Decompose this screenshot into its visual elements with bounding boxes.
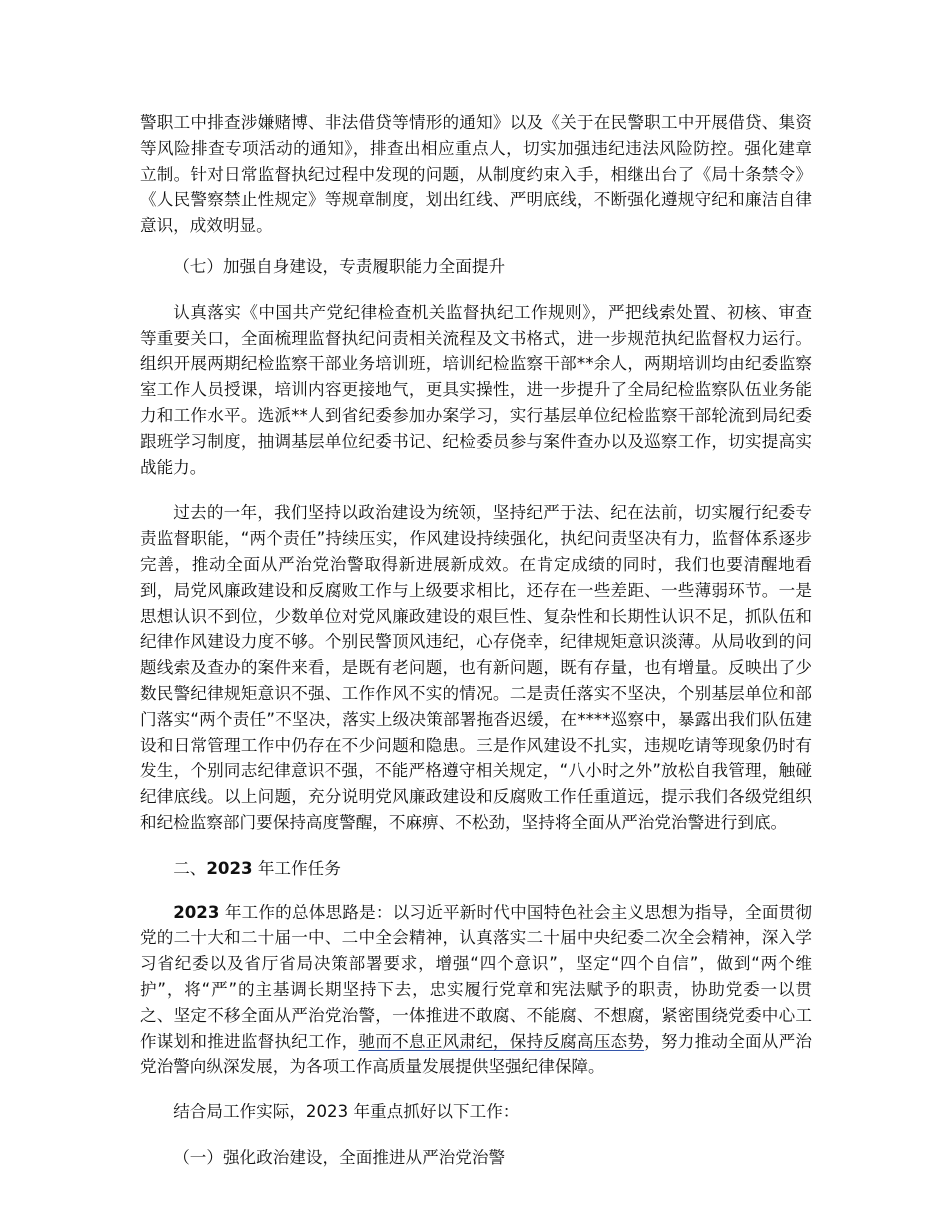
heading-suffix: 年工作任务 [257,858,341,878]
heading-prefix: 二、 [173,858,207,878]
document-body [140,110,812,1171]
paragraph-2023-overall-approach [140,900,812,1081]
paragraph-key-work: 结合局工作实际，2023 年重点抓好以下工作： [173,1102,520,1122]
section-heading-1: （一）强化政治建设，全面推进从严治党治警 [173,1147,506,1167]
para-main-text: 年工作的总体思路是：以习近平新时代中国特色社会主义思想为指导，全面贯彻党的二十大和二十届一中、二中全会精神，认真落实二十届中央纪委二次全会精神，深入学习省纪委以及省厅省局决策部署要求，增强“四个意识”，坚定“四个自信”，做到“两个维护”，将“严”的主基调长期坚持下去，忠实履行党章和宪法赋予的职责，协助党委一以贯之、坚定不移全面从严治党治警，一体推进不敢腐、不能腐、不想腐，紧密围绕党委中心工作谋划和推进监督执纪工作， [140,902,812,1051]
heading-year: 2023 [206,858,253,878]
para-tail-text: ，努力推动全面从严治党治警向纵深发展，为各项工作高质量发展提供坚强纪律保障。 [140,1031,813,1077]
paragraph-risk-control: 警职工中排查涉嫌赌博、非法借贷等情形的通知》以及《关于在民警职工中开展借贷、集资等风险排查专项活动的通知》，排查出相应重点人，切实加强违纪违法风险防控。强化建章立制。针对日常监督执纪过程中发现的问题，从制度约束入手，相继出台了《局十条禁令》《人民警察禁止性规定》等规章制度，划出红线、严明底线，不断强化遵规守纪和廉洁自律意识，成效明显。 [140,113,812,236]
section-heading-2023-tasks [140,856,812,882]
underlined-phrase: 驰而不息正风肃纪，保持反腐高压态势 [358,1031,645,1051]
section-heading-7: （七）加强自身建设，专责履职能力全面提升 [173,256,506,276]
paragraph-self-building: 认真落实《中国共产党纪律检查机关监督执纪工作规则》，严把线索处置、初核、审查等重要关口，全面梳理监督执纪问责相关流程及文书格式，进一步规范执纪监督权力运行。组织开展两期纪检监察干部业务培训班，培训纪检监察干部**余人，两期培训均由纪委监察室工作人员授课，培训内容更接地气，更具实操性，进一步提升了全局纪检监察队伍业务能力和工作水平。选派**人到省纪委参加办案学习，实行基层单位纪检监察干部轮流到局纪委跟班学习制度，抽调基层单位纪委书记、纪检委员参与案件查办以及巡察工作，切实提高实战能力。 [140,302,812,477]
para-year: 2023 [173,902,220,922]
paragraph-year-review: 过去的一年，我们坚持以政治建设为统领，坚持纪严于法、纪在法前，切实履行纪委专责监督职能，“两个责任”持续压实，作风建设持续强化，执纪问责坚决有力，监督体系逐步完善，推动全面从严治党治警取得新进展新成效。在肯定成绩的同时，我们也要清醒地看到，局党风廉政建设和反腐败工作与上级要求相比，还存在一些差距、一些薄弱环节。一是思想认识不到位，少数单位对党风廉政建设的艰巨性、复杂性和长期性认识不足，抓队伍和纪律作风建设力度不够。个别民警顶风违纪，心存侥幸，纪律规矩意识淡薄。从局收到的问题线索及查办的案件来看，是既有老问题，也有新问题，既有存量，也有增量。反映出了少数民警纪律规矩意识不强、工作作风不实的情况。二是责任落实不坚决，个别基层单位和部门落实“两个责任”不坚决，落实上级决策部署拖沓迟缓，在****巡察中，暴露出我们队伍建设和日常管理工作中仍存在不少问题和隐患。三是作风建设不扎实，违规吃请等现象仍时有发生，个别同志纪律意识不强，不能严格遵守相关规定，“八小时之外”放松自我管理，触碰纪律底线。以上问题，充分说明党风廉政建设和反腐败工作任重道远，提示我们各级党组织和纪检监察部门要保持高度警醒，不麻痹、不松劲，坚持将全面从严治党治警进行到底。 [140,503,812,832]
